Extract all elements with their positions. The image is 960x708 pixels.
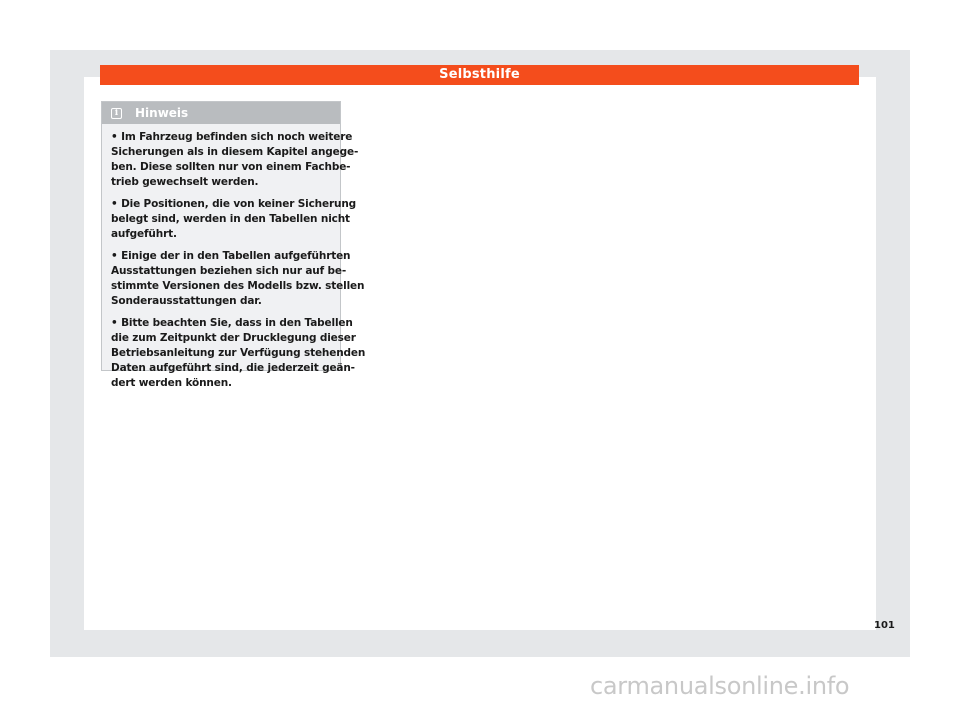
note-line: Ausstattungen beziehen sich nur auf be-	[111, 265, 347, 277]
info-icon: i	[111, 108, 122, 119]
note-line: Sicherungen als in diesem Kapitel angege-	[111, 146, 359, 158]
note-bullet	[111, 316, 366, 391]
note-line: • Bitte beachten Sie, dass in den Tabellen	[111, 317, 353, 329]
note-line: Daten aufgeführt sind, die jederzeit geän-	[111, 362, 355, 374]
note-line: dert werden können.	[111, 377, 232, 389]
note-line: • Einige der in den Tabellen aufgeführten	[111, 250, 351, 262]
section-header: Selbsthilfe	[100, 65, 859, 85]
note-line: ben. Diese sollten nur von einem Fachbe-	[111, 161, 351, 173]
note-line: • Die Positionen, die von keiner Sicherung	[111, 198, 357, 210]
note-header	[102, 102, 340, 124]
note-bullet	[111, 197, 357, 242]
note-line: stimmte Versionen des Modells bzw. stellen	[111, 280, 365, 292]
watermark[interactable]: carmanualsonline.info	[590, 672, 850, 700]
note-bullet	[111, 249, 365, 309]
note-line: trieb gewechselt werden.	[111, 176, 259, 188]
note-line: die zum Zeitpunkt der Drucklegung dieser	[111, 332, 356, 344]
note-line: Betriebsanleitung zur Verfügung stehenden	[111, 347, 366, 359]
note-box	[101, 101, 366, 389]
note-line: belegt sind, werden in den Tabellen nicht	[111, 213, 350, 225]
note-line: Sonderausstattungen dar.	[111, 295, 262, 307]
note-line: aufgeführt.	[111, 228, 177, 240]
note-body	[102, 124, 366, 391]
note-bullet	[111, 130, 359, 190]
note-title: Hinweis	[135, 106, 189, 120]
note-line: • Im Fahrzeug befinden sich noch weitere	[111, 131, 353, 143]
page-number: 101	[874, 620, 895, 631]
